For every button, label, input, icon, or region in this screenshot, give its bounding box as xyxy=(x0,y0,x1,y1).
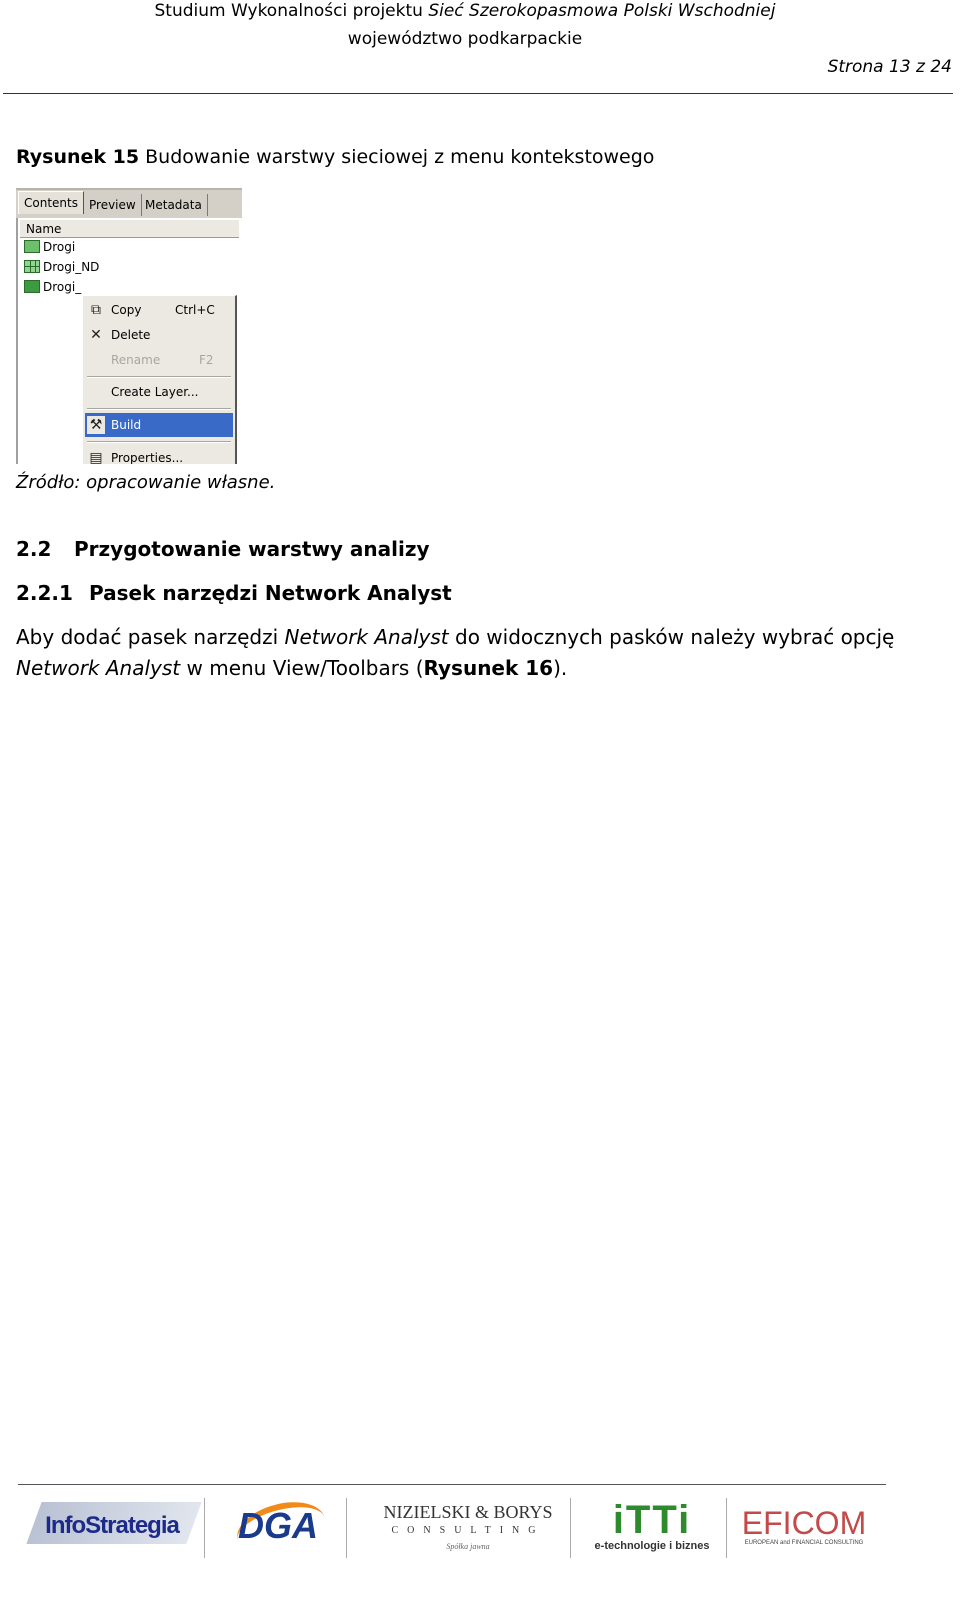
header-region: województwo podkarpackie xyxy=(347,29,583,49)
figure-source: Źródło: opracowanie własne. xyxy=(16,472,276,493)
menu-item-properties[interactable]: ▤ Properties... xyxy=(85,446,233,464)
menu-item-delete[interactable]: ✕ Delete xyxy=(85,323,233,347)
tab-preview[interactable]: Preview xyxy=(84,194,142,216)
itti-logo: iTTi e-technologie i biznes xyxy=(594,1498,710,1552)
figure-caption xyxy=(16,146,654,168)
copy-icon: ⧉ xyxy=(91,302,101,318)
logo-divider xyxy=(570,1498,571,1558)
menu-separator xyxy=(87,408,231,410)
infostrategia-logo: InfoStrategia xyxy=(24,1494,200,1558)
footer-divider xyxy=(18,1484,886,1485)
build-icon: ⚒ xyxy=(87,416,105,434)
logo-divider xyxy=(346,1498,347,1558)
network-dataset-icon xyxy=(24,260,40,273)
text-run: w menu View/Toolbars ( xyxy=(180,656,424,680)
menu-separator xyxy=(87,376,231,378)
figure-caption-text: Budowanie warstwy sieciowej z menu kontekstowego xyxy=(139,146,655,168)
subsection-heading xyxy=(16,581,452,605)
junction-layer-icon xyxy=(24,280,40,293)
header-project-title xyxy=(0,0,930,22)
subsection-number: 2.2.1 xyxy=(16,581,73,605)
tab-metadata[interactable]: Metadata xyxy=(140,194,208,216)
figure-caption-label: Rysunek 15 xyxy=(16,146,140,168)
eficom-logo: EFICOM EUROPEAN and FINANCIAL CONSULTING xyxy=(741,1505,867,1546)
section-heading xyxy=(16,537,430,561)
menu-item-build[interactable]: ⚒ Build xyxy=(85,413,233,437)
header-project-name: Sieć Szerokopasmowa Polski Wschodniej xyxy=(428,1,776,21)
text-run-italic: Network Analyst xyxy=(16,656,181,680)
nizielski-borys-logo: NIZIELSKI & BORYS CONSULTING Spółka jawna xyxy=(383,1501,553,1551)
page-number: Strona 13 z 24 xyxy=(827,57,952,77)
tree-item-label: Drogi_ND xyxy=(43,260,100,274)
tree-item-label: Drogi_ xyxy=(43,280,82,294)
text-run-italic: Network Analyst xyxy=(284,625,449,649)
line-layer-icon xyxy=(24,240,40,253)
header-prefix: Studium Wykonalności projektu xyxy=(154,1,429,21)
menu-item-copy[interactable]: ⧉ Copy Ctrl+C xyxy=(85,298,233,322)
properties-icon: ▤ xyxy=(89,450,103,464)
menu-item-create-layer[interactable]: Create Layer... xyxy=(111,385,199,399)
tree-item-drogi[interactable] xyxy=(24,238,75,256)
text-run: do widocznych pasków należy wybrać opcję xyxy=(448,625,895,649)
delete-icon: ✕ xyxy=(90,327,102,343)
name-column-header[interactable]: Name xyxy=(20,220,239,238)
body-paragraph xyxy=(16,622,916,684)
menu-separator xyxy=(87,441,231,443)
menu-item-rename: Rename F2 xyxy=(111,353,214,367)
tree-item-label: Drogi xyxy=(43,240,76,254)
context-menu xyxy=(82,295,237,464)
catalog-contents xyxy=(16,218,242,464)
section-title: Przygotowanie warstwy analizy xyxy=(74,537,430,561)
section-number: 2.2 xyxy=(16,537,52,561)
logo-divider xyxy=(204,1498,205,1558)
catalog-tab-bar xyxy=(16,188,242,218)
text-run: ). xyxy=(553,656,568,680)
text-run: Aby dodać pasek narzędzi xyxy=(16,625,285,649)
logo-divider xyxy=(726,1498,727,1558)
tree-item-drogi-junctions[interactable] xyxy=(24,278,81,296)
header-divider xyxy=(3,93,953,94)
dga-logo: DGA xyxy=(218,1494,338,1558)
tree-item-drogi-nd[interactable] xyxy=(24,258,99,276)
subsection-title: Pasek narzędzi Network Analyst xyxy=(89,581,452,605)
figure-reference: Rysunek 16 xyxy=(423,656,554,680)
tab-contents[interactable]: Contents xyxy=(18,191,84,214)
catalog-screenshot xyxy=(16,188,242,464)
